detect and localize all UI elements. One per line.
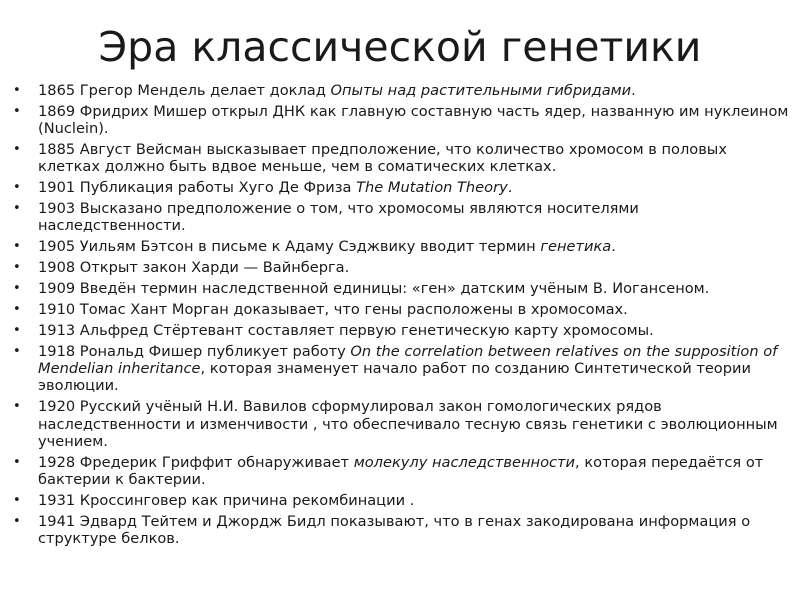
timeline-item [11,238,791,255]
bullet-icon: • [13,103,21,119]
bullet-icon: • [13,83,21,98]
timeline-item-italic-text: The Mutation Theory [356,179,508,197]
timeline-item-text: 1908 Открыт закон Харди — Вайнберга. [38,259,350,277]
bullet-icon: • [13,492,21,508]
timeline-item-text: 1913 Альфред Стёртевант составляет первую генетическую карту хромосомы. [38,321,654,339]
timeline-item-text: . [631,82,636,99]
timeline-item-text: 1910 Томас Хант Морган доказывает, что гены расположены в хромосомах. [38,301,628,319]
timeline-item [11,454,791,489]
timeline-item-italic-text: Опыты над растительными гибридами [330,82,632,99]
timeline-item-italic-text: On the correlation between relatives on the supposition of Mendelian inheritance [38,342,778,378]
timeline-item [11,141,791,176]
timeline-item-text: 1909 Введён термин наследственной единицы: «ген» датским учёным В. Иогансеном. [38,280,710,298]
bullet-icon: • [13,454,21,470]
bullet-icon: • [13,513,21,529]
bullet-icon: • [13,302,21,318]
timeline-item [11,82,791,99]
timeline-item-italic-text: молекулу наследственности [353,453,576,471]
timeline-item-text: 1928 Фредерик Гриффит обнаруживает [38,453,354,471]
timeline-item-text: , которая знаменует начало работ по созданию Синтетической теории эволюции. [38,360,751,395]
timeline-item-text: , которая передаётся от бактерии к бактерии. [38,453,764,489]
timeline-item-text: . [611,238,616,256]
timeline-item [11,398,791,450]
bullet-icon: • [13,281,21,297]
bullet-icon: • [13,399,21,415]
bullet-icon: • [13,260,21,276]
timeline-item [11,280,791,297]
timeline-item [11,513,791,548]
bullet-icon: • [13,322,21,338]
timeline-item [11,103,791,138]
bullet-icon: • [13,180,21,196]
timeline-item [11,301,791,318]
timeline-item [11,259,791,276]
timeline-item-text: 1905 Уильям Бэтсон в письме к Адаму Сэджвику вводит термин [38,238,541,256]
timeline-list [11,82,791,551]
timeline-item [11,343,791,395]
timeline-item-text: 1869 Фридрих Мишер открыл ДНК как главную составную часть ядер, названную им нуклеином (Nuclein). [38,102,789,138]
timeline-item-text: 1918 Рональд Фишер публикует работу [38,342,351,360]
bullet-icon: • [13,142,21,158]
timeline-item-italic-text: генетика [540,238,612,256]
timeline-item-text: 1901 Публикация работы Хуго Де Фриза [38,179,357,197]
timeline-item-text: 1865 Грегор Мендель делает доклад [38,82,331,99]
timeline-item [11,322,791,339]
timeline-item [11,179,791,196]
bullet-icon: • [13,201,21,217]
timeline-item-text: 1941 Эдвард Тейтем и Джордж Бидл показывают, что в генах закодирована информация о структуре белков. [38,512,751,548]
timeline-item-text: 1885 Август Вейсман высказывает предположение, что количество хромосом в половых клетках должно быть вдвое меньше, чем в соматических клетках. [38,141,727,176]
slide-title: Эра классической генетики [98,23,702,71]
timeline-item-text: . [507,179,513,197]
timeline-item [11,200,791,235]
timeline-item-text: 1903 Высказано предположение о том, что хромосомы являются носителями наследственности. [38,200,639,235]
bullet-icon: • [13,343,21,359]
bullet-icon: • [13,239,21,255]
timeline-item-text: 1931 Кроссинговер как причина рекомбинации . [38,491,415,509]
timeline-item [11,492,791,509]
timeline-item-text: 1920 Русский учёный Н.И. Вавилов сформулировал закон гомологических рядов наследственности и изменчивости , что обеспечивало тесную связь генетики с эволюционным учением. [38,398,778,450]
